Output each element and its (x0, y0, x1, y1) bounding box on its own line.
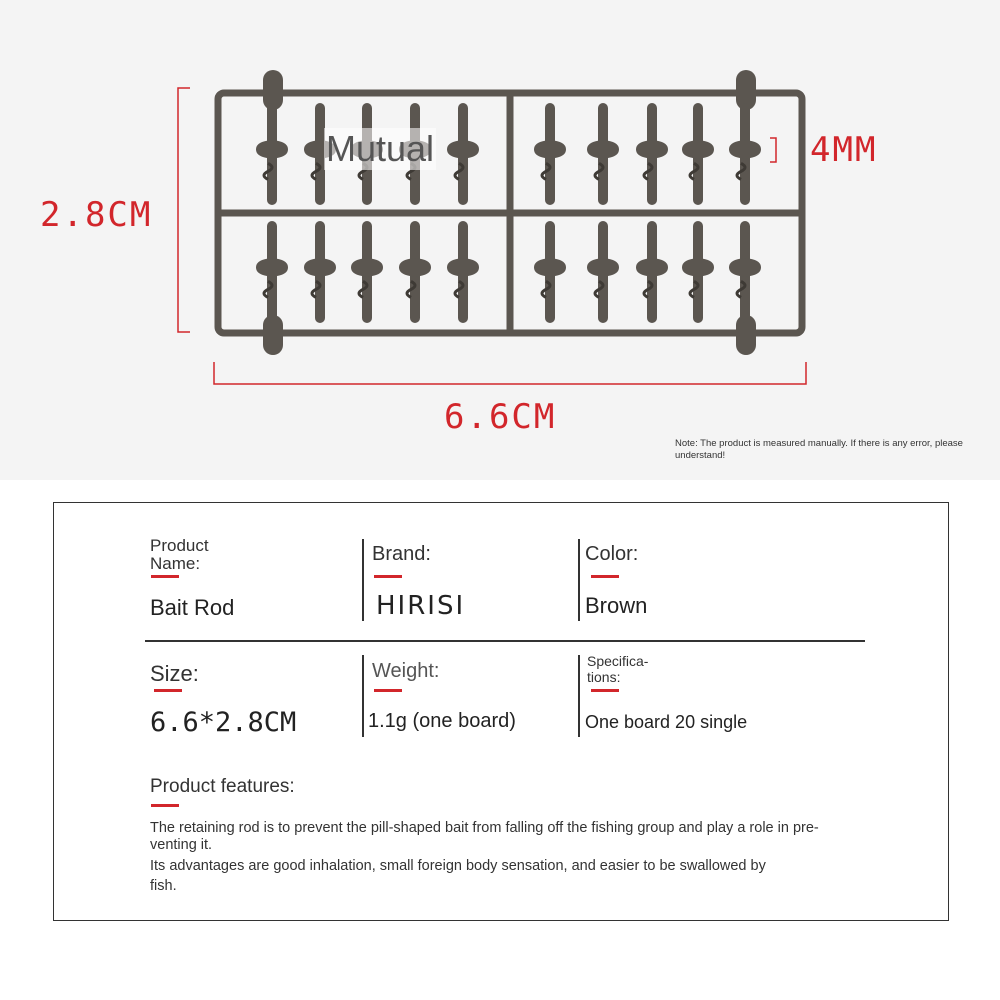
brand-value: HIRISI (376, 591, 466, 621)
divider (362, 539, 364, 621)
rod-stopper (539, 145, 561, 153)
row-divider (145, 640, 865, 642)
spec-panel (53, 502, 949, 921)
specifications-value: One board 20 single (585, 712, 748, 732)
dimension-height-label: 2.8CM (40, 195, 153, 235)
divider (362, 655, 364, 737)
rod-stopper (539, 263, 561, 271)
rod-stopper (592, 263, 614, 271)
rod-stopper (592, 145, 614, 153)
size-label: Size: (150, 661, 199, 686)
rod-stopper (452, 263, 474, 271)
weight-value: 1.1g (one board) (368, 710, 516, 732)
product-name-label: Product Name: (150, 536, 209, 573)
features-line-4: fish. (150, 878, 177, 894)
accent-bar (151, 804, 179, 807)
dimension-width-label: 6.6CM (444, 397, 557, 437)
watermark-text: Mutual (326, 128, 435, 169)
rod-stopper (261, 263, 283, 271)
product-name-value: Bait Rod (150, 595, 235, 620)
brand-label: Brand: (372, 543, 431, 565)
product-photo (0, 0, 1000, 480)
rod-stopper (687, 263, 709, 271)
rod-stopper (452, 145, 474, 153)
features-line-3: Its advantages are good inhalation, small foreign body sensation, and easier to be swallowed by (150, 858, 766, 874)
rod-stopper (261, 145, 283, 153)
rod-stopper (641, 145, 663, 153)
dimension-hook-label: 4MM (810, 130, 878, 170)
rod-stopper (734, 145, 756, 153)
features-heading: Product features: (150, 776, 295, 797)
accent-bar (374, 689, 402, 692)
rod-stopper (734, 263, 756, 271)
accent-bar (151, 575, 179, 578)
accent-bar (591, 689, 619, 692)
features-line-2: venting it. (150, 837, 213, 853)
rod-stopper (309, 263, 331, 271)
specifications-label: Specifica- tions: (587, 653, 649, 685)
size-value: 6.6*2.8CM (150, 707, 297, 738)
rod-stopper (356, 263, 378, 271)
rod-stopper (404, 263, 426, 271)
color-label: Color: (585, 543, 639, 565)
weight-label: Weight: (372, 660, 440, 682)
accent-bar (374, 575, 402, 578)
color-value: Brown (585, 593, 648, 618)
features-line-1: The retaining rod is to prevent the pill-shaped bait from falling off the fishing group and play a role in pre- (150, 820, 819, 836)
rod-stopper (641, 263, 663, 271)
divider (578, 539, 580, 621)
divider (578, 655, 580, 737)
accent-bar (591, 575, 619, 578)
measurement-note: Note: The product is measured manually. If there is any error, please understand! (675, 438, 963, 461)
accent-bar (154, 689, 182, 692)
rod-stopper (687, 145, 709, 153)
